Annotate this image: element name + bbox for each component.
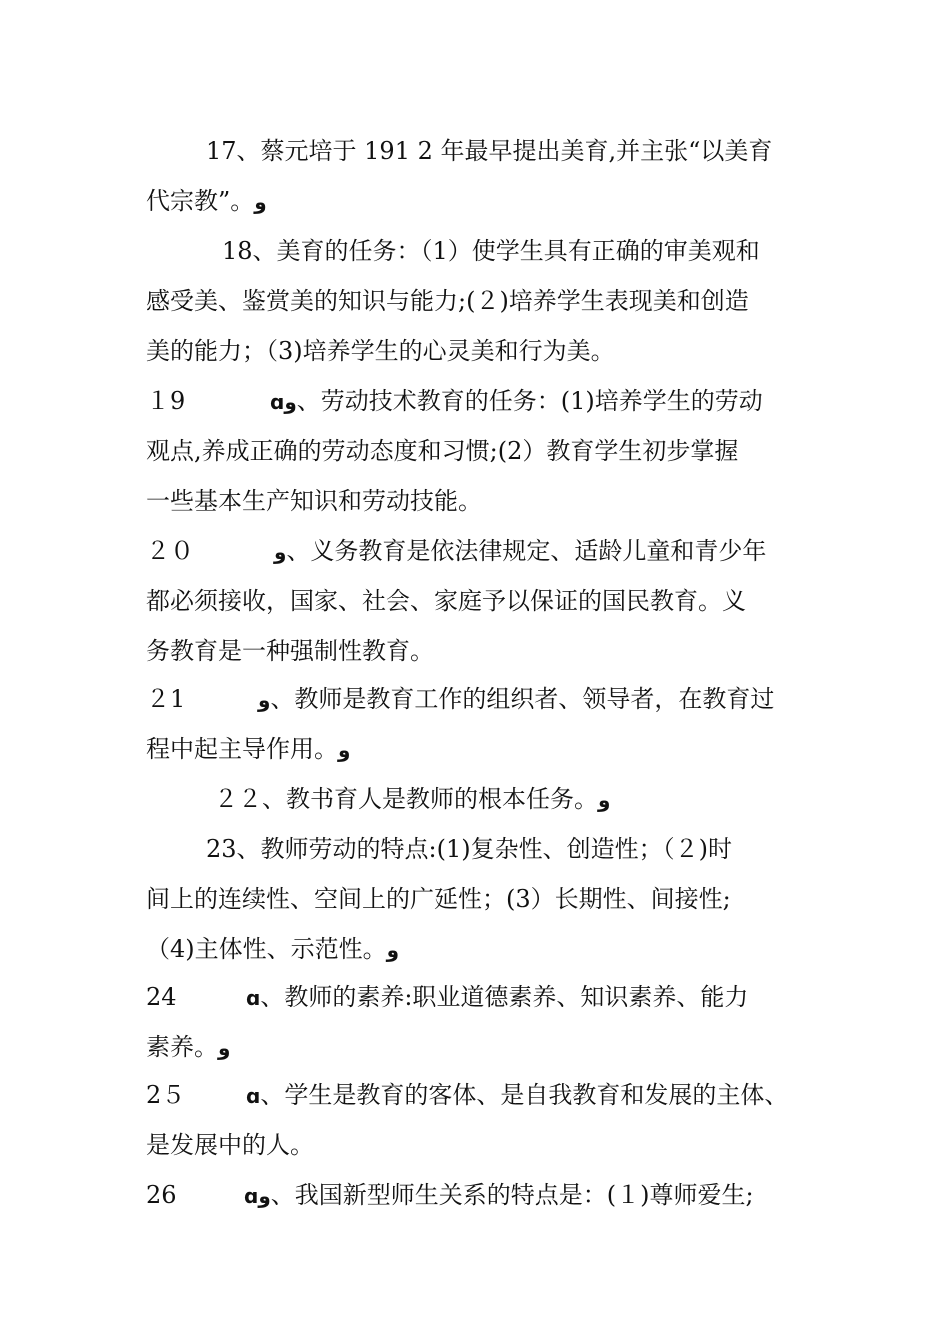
- text-line: 代宗教”。و: [146, 187, 267, 215]
- paragraph-mark-icon: ɑو: [270, 390, 297, 414]
- text-line: 是发展中的人。: [146, 1131, 314, 1159]
- paragraph-mark-icon: و: [258, 688, 271, 712]
- text-line: 素养。و: [146, 1033, 231, 1061]
- item-number: 2５: [146, 1081, 186, 1109]
- text-line: 23、教师劳动的特点:(1)复杂性、创造性；（２)时: [206, 835, 732, 863]
- item-number: １9: [146, 387, 186, 415]
- text-line: 感受美、鉴赏美的知识与能力;(２)培养学生表现美和创造: [146, 287, 749, 315]
- paragraph-mark-icon: و: [386, 938, 400, 962]
- paragraph-mark-icon: ɑ: [246, 1084, 261, 1108]
- text-line: 2５ ɑ、学生是教育的客体、是自我教育和发展的主体、: [146, 1081, 789, 1109]
- paragraph-mark-icon: ɑ: [246, 986, 261, 1010]
- text-line: ２1 و、教师是教育工作的组织者、领导者，在教育过: [146, 685, 775, 713]
- paragraph-mark-icon: و: [274, 540, 287, 564]
- text-line: 26 ɑو、我国新型师生关系的特点是：(１)尊师爱生;: [146, 1181, 754, 1209]
- paragraph-mark-icon: و: [254, 190, 267, 214]
- text-line: 观点,养成正确的劳动态度和习惯;(2）教育学生初步掌握: [146, 437, 739, 465]
- text-line: 18、美育的任务：（1）使学生具有正确的审美观和: [222, 237, 760, 265]
- text-line: ２０ و、义务教育是依法律规定、适龄儿童和青少年: [146, 537, 767, 565]
- item-number: ２０: [146, 537, 194, 565]
- paragraph-mark-icon: و: [338, 738, 351, 762]
- text-line: 17、蔡元培于 191 2 年最早提出美育,并主张“以美育: [206, 137, 773, 165]
- item-number: 24: [146, 983, 177, 1011]
- text-line: 24 ɑ、教师的素养:职业道德素养、知识素养、能力: [146, 983, 749, 1011]
- text-line: 间上的连续性、空间上的广延性；(3）长期性、间接性;: [146, 885, 731, 913]
- text-line: 程中起主导作用。و: [146, 735, 351, 763]
- text-line: １9 ɑو、劳动技术教育的任务：(1)培养学生的劳动: [146, 387, 763, 415]
- paragraph-mark-icon: و: [218, 1036, 231, 1060]
- text-line: 务教育是一种强制性教育。: [146, 637, 434, 665]
- text-line: ２２、教书育人是教师的根本任务。و: [214, 785, 611, 813]
- text-line: 都必须接收，国家、社会、家庭予以保证的国民教育。义: [146, 587, 746, 615]
- paragraph-mark-icon: و: [598, 788, 611, 812]
- paragraph-mark-icon: ɑو: [244, 1184, 271, 1208]
- text-line: （4)主体性、示范性。و: [146, 935, 400, 963]
- item-number: ２1: [146, 685, 186, 713]
- text-line: 美的能力；（3)培养学生的心灵美和行为美。: [146, 337, 615, 365]
- item-number: 26: [146, 1181, 177, 1209]
- text-line: 一些基本生产知识和劳动技能。: [146, 487, 482, 515]
